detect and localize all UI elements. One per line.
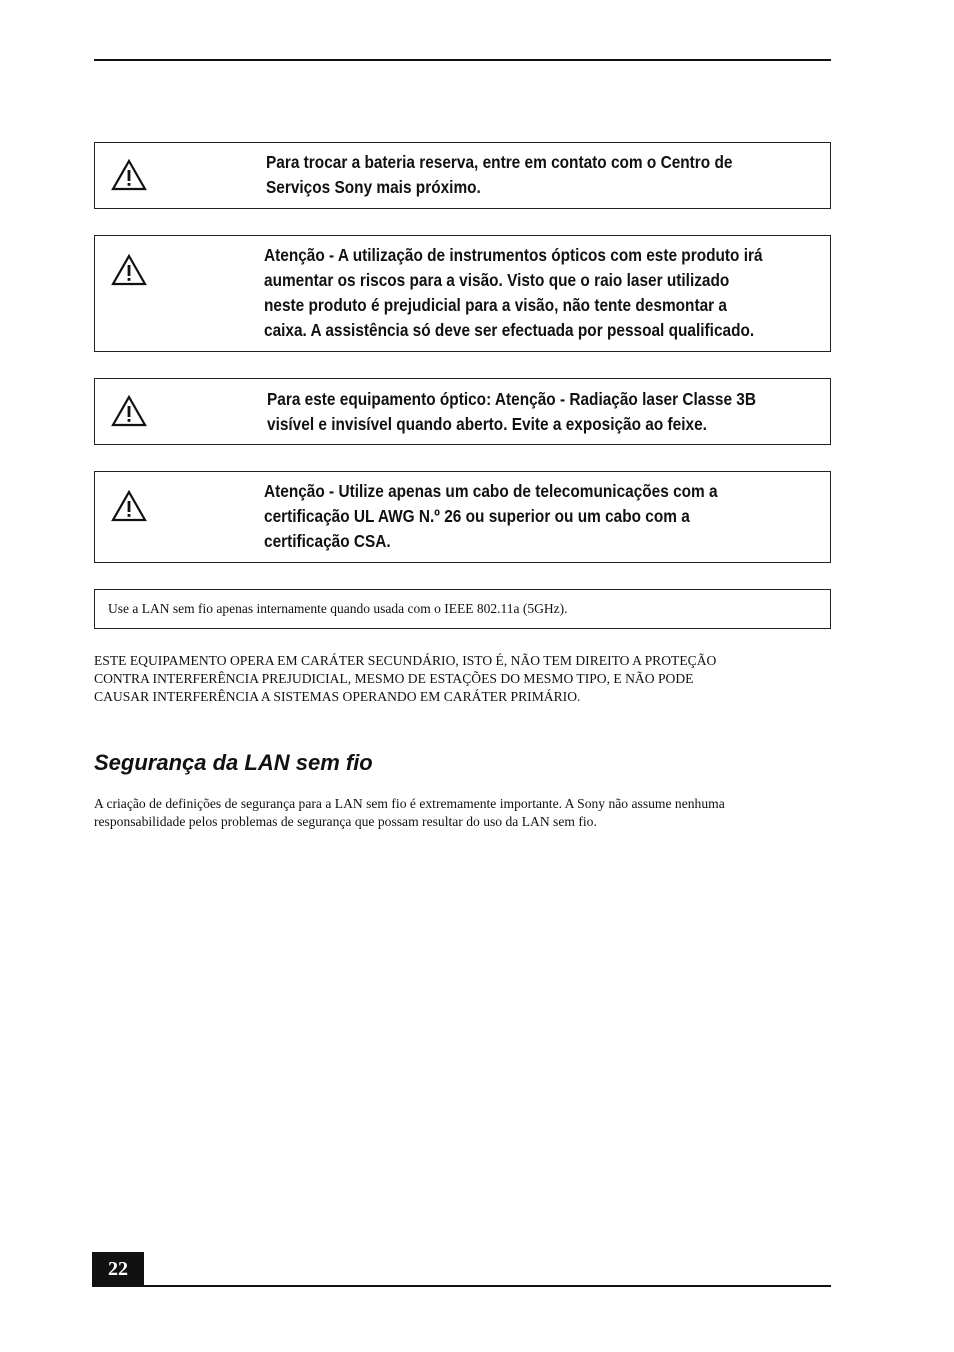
page-number: 22 bbox=[92, 1252, 144, 1287]
warning-triangle-icon bbox=[111, 490, 147, 522]
warning-triangle-icon bbox=[111, 395, 147, 427]
warning-line: neste produto é prejudicial para a visão, não tente desmontar a bbox=[264, 295, 727, 315]
warning-text bbox=[266, 150, 732, 200]
warning-line: certificação CSA. bbox=[264, 531, 391, 551]
warning-triangle-icon bbox=[111, 254, 147, 286]
note-text: Use a LAN sem fio apenas internamente quando usada com o IEEE 802.11a (5GHz). bbox=[108, 601, 568, 616]
section-title: Segurança da LAN sem fio bbox=[94, 750, 373, 775]
warning-line: Para trocar a bateria reserva, entre em contato com o Centro de bbox=[266, 152, 733, 172]
paragraph-line: responsabilidade pelos problemas de segurança que possam resultar do uso da LAN sem fio. bbox=[94, 814, 597, 829]
paragraph-line: CAUSAR INTERFERÊNCIA A SISTEMAS OPERANDO EM CARÁTER PRIMÁRIO. bbox=[94, 689, 581, 704]
warning-line: Para este equipamento óptico: Atenção - Radiação laser Classe 3B bbox=[267, 389, 756, 409]
paragraph-line: ESTE EQUIPAMENTO OPERA EM CARÁTER SECUNDÁRIO, ISTO É, NÃO TEM DIREITO A PROTEÇÃO bbox=[94, 653, 717, 668]
warning-line: caixa. A assistência só deve ser efectuada por pessoal qualificado. bbox=[264, 320, 755, 340]
warning-triangle-icon bbox=[111, 159, 147, 191]
regulatory-paragraph bbox=[94, 652, 834, 706]
warning-text bbox=[267, 387, 756, 437]
warning-box-battery bbox=[94, 142, 831, 209]
warning-box-cable bbox=[94, 471, 831, 563]
note-box bbox=[94, 589, 831, 629]
warning-box-laser bbox=[94, 378, 831, 445]
warning-line: certificação UL AWG N.º 26 ou superior ou um cabo com a bbox=[264, 506, 690, 526]
paragraph-line: CONTRA INTERFERÊNCIA PREJUDICIAL, MESMO DE ESTAÇÕES DO MESMO TIPO, E NÃO PODE bbox=[94, 671, 694, 686]
section-body bbox=[94, 795, 834, 831]
warning-line: visível e invisível quando aberto. Evite a exposição ao feixe. bbox=[267, 414, 707, 434]
warning-text bbox=[264, 479, 718, 554]
warning-line: Atenção - Utilize apenas um cabo de telecomunicações com a bbox=[264, 481, 718, 501]
warning-line: aumentar os riscos para a visão. Visto que o raio laser utilizado bbox=[264, 270, 730, 290]
warning-text bbox=[264, 243, 763, 343]
paragraph-line: A criação de definições de segurança para a LAN sem fio é extremamente importante. A Sony não assume nenhuma bbox=[94, 796, 725, 811]
warning-box-optical bbox=[94, 235, 831, 352]
warning-line: Atenção - A utilização de instrumentos ópticos com este produto irá bbox=[264, 245, 763, 265]
bottom-rule bbox=[92, 1285, 831, 1287]
top-rule bbox=[94, 59, 831, 61]
warning-line: Serviços Sony mais próximo. bbox=[266, 177, 481, 197]
